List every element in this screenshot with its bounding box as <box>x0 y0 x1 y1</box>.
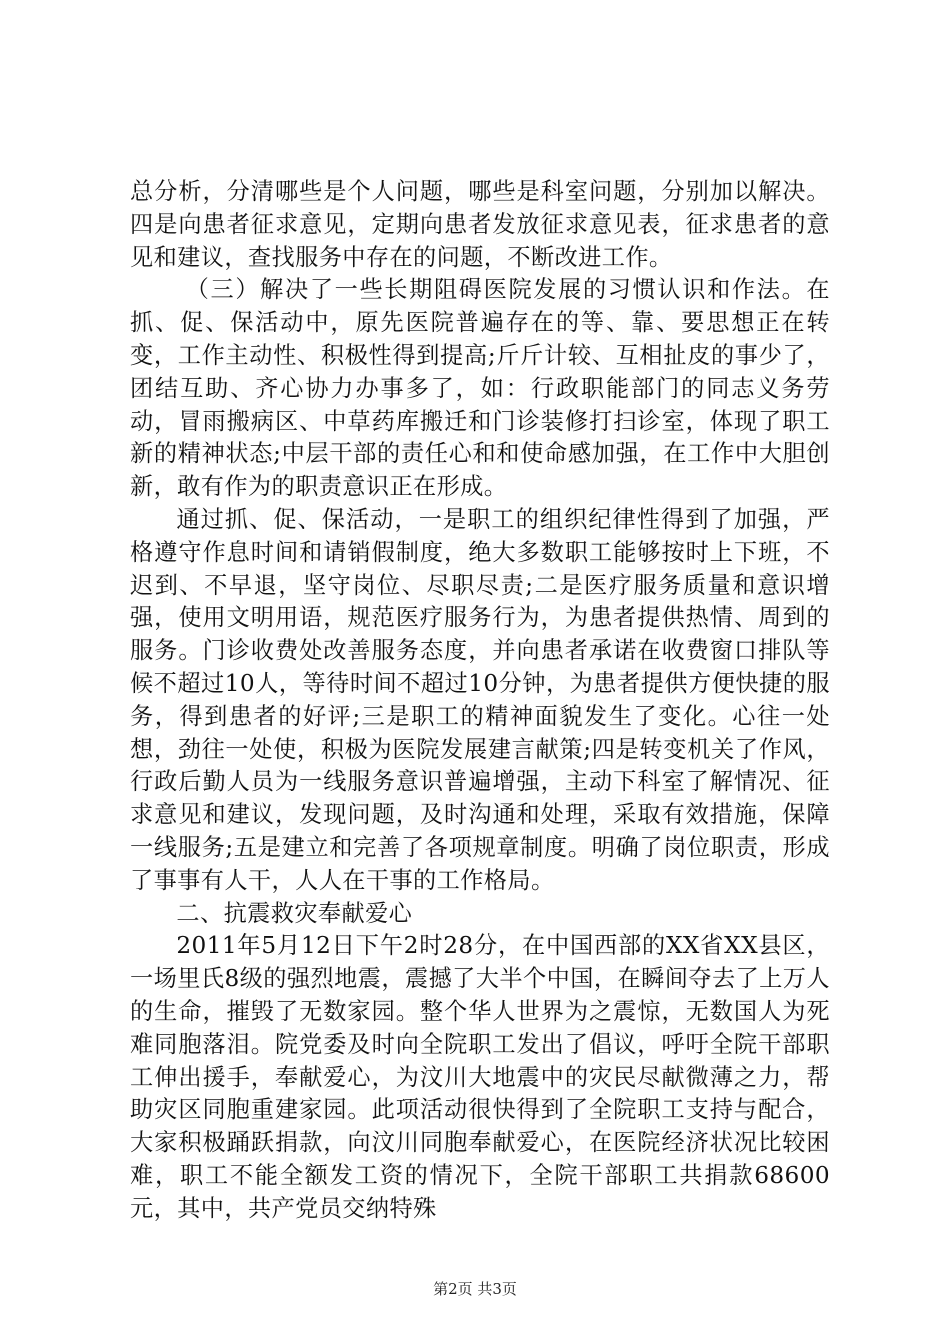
paragraph-section-three: （三）解决了一些长期阻碍医院发展的习惯认识和作法。在抓、促、保活动中，原先医院普遍存在的等、靠、要思想正在转变，工作主动性、积极性得到提高;斤斤计较、互相扯皮的事少了，团结互助、齐心协力办事多了，如：行政职能部门的同志义务劳动，冒雨搬病区、中草药库搬迁和门诊装修打扫诊室，体现了职工新的精神状态;中层干部的责任心和和使命感加强，在工作中大胆创新，敢有作为的职责意识正在形成。 <box>130 276 830 501</box>
document-body <box>130 176 830 1226</box>
page-number-footer: 第2页 共3页 <box>433 1280 517 1298</box>
paragraph-earthquake-donation: 2011年5月12日下午2时28分，在中国西部的XX省XX县区，一场里氏8级的强烈地震，震撼了大半个中国，在瞬间夺去了上万人的生命，摧毁了无数家园。整个华人世界为之震惊，无数国人为死难同胞落泪。院党委及时向全院职工发出了倡议，呼吁全院干部职工伸出援手，奉献爱心，为汶川大地震中的灾民尽献微薄之力，帮助灾区同胞重建家园。此项活动很快得到了全院职工支持与配合，大家积极踊跃捐款，向汶川同胞奉献爱心，在医院经济状况比较困难，职工不能全额发工资的情况下，全院干部职工共捐款68600元，其中，共产党员交纳特殊 <box>130 932 830 1222</box>
section-heading-earthquake-relief: 二、抗震救灾奉献爱心 <box>176 899 413 927</box>
paragraph-activity-results: 通过抓、促、保活动，一是职工的组织纪律性得到了加强，严格遵守作息时间和请销假制度，绝大多数职工能够按时上下班，不迟到、不早退，坚守岗位、尽职尽责;二是医疗服务质量和意识增强，使用文明用语，规范医疗服务行为，为患者提供热情、周到的服务。门诊收费处改善服务态度，并向患者承诺在收费窗口排队等候不超过10人，等待时间不超过10分钟，为患者提供方便快捷的服务，得到患者的好评;三是职工的精神面貌发生了变化。心往一处想，劲往一处使，积极为医院发展建言献策;四是转变机关了作风，行政后勤人员为一线服务意识普遍增强，主动下科室了解情况、征求意见和建议，发现问题，及时沟通和处理，采取有效措施，保障一线服务;五是建立和完善了各项规章制度。明确了岗位职责，形成了事事有人干，人人在干事的工作格局。 <box>130 505 830 894</box>
paragraph-continuation: 总分析，分清哪些是个人问题，哪些是科室问题，分别加以解决。四是向患者征求意见，定期向患者发放征求意见表，征求患者的意见和建议，查找服务中存在的问题，不断改进工作。 <box>130 178 830 271</box>
